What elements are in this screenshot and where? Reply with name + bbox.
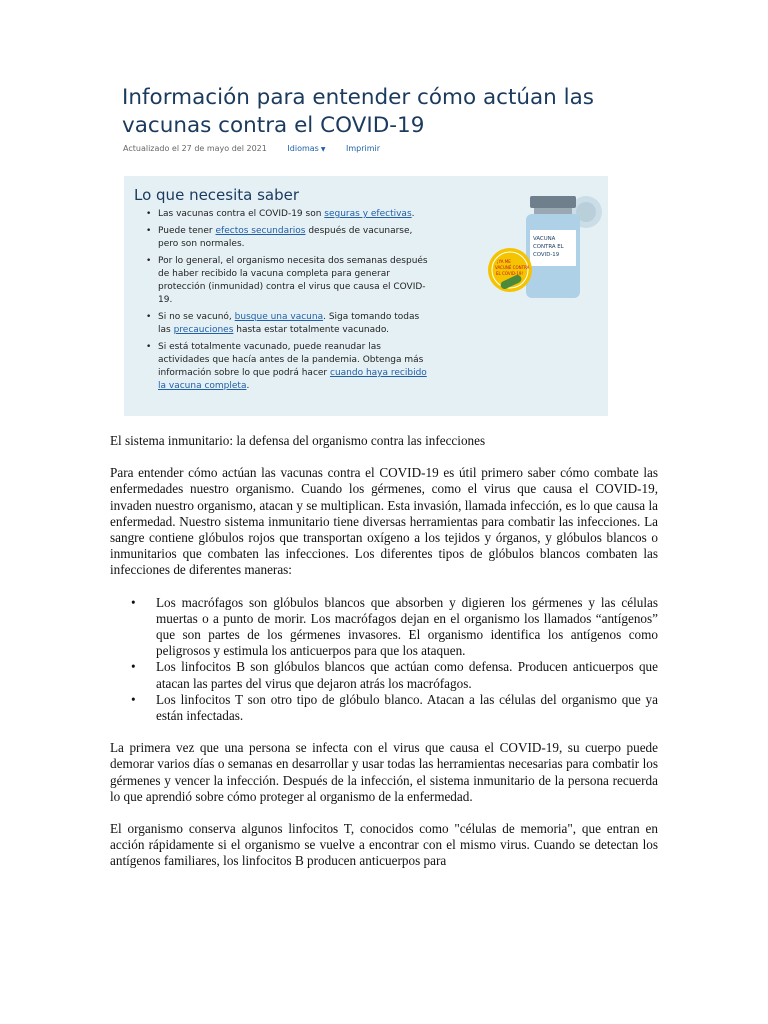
key-points-heading: Lo que necesita saber bbox=[134, 186, 300, 204]
white-cell-list bbox=[110, 595, 658, 725]
precautions-link[interactable]: precauciones bbox=[173, 325, 234, 335]
key-point-text: hasta estar totalmente vacunado. bbox=[233, 325, 390, 335]
cdc-page-title: Información para entender cómo actúan las vacunas contra el COVID-19 bbox=[122, 85, 594, 138]
key-points-box bbox=[124, 176, 608, 416]
paragraph-intro: Para entender cómo actúan las vacunas contra el COVID-19 es útil primero saber cómo combate las enfermedades nuestro organismo. Cuando los gérmenes, como el virus que causa el COVID-19, invaden nuestro organismo, atacan y se multiplican. Esta invasión, llamada infección, es lo que causa la enfermedad. Nuestro sistema inmunitario tiene diversas herramientas para combatir las infecciones. La sangre contiene glóbulos rojos que transportan oxígeno a los tejidos y órganos, y glóbulos blancos o inmunitarios que combaten las infecciones. Los diferentes tipos de glóbulos blancos combaten las infecciones de diferentes maneras: bbox=[110, 465, 658, 578]
vaccine-vial-illustration bbox=[446, 190, 606, 302]
key-point-text: . Siga tomando todas las bbox=[158, 312, 420, 335]
vial-label-line-1: VACUNA bbox=[533, 236, 556, 242]
paragraph-memory-cells: El organismo conserva algunos linfocitos T, conocidos como "células de memoria", que entran en acción rápidamente si el organismo se vuelve a encontrar con el mismo virus. Cuando se detectan los antígenos familiares, los linfocitos B producen anticuerpos para bbox=[110, 821, 658, 869]
list-item: • Los linfocitos B son glóbulos blancos que actúan como defensa. Producen anticuerpos que atacan las partes del virus que dejaron atrás los macrófagos. bbox=[156, 659, 658, 691]
key-point-text: después de vacunarse, pero son normales. bbox=[158, 226, 413, 249]
key-point-item bbox=[134, 341, 434, 393]
key-point-text: Por lo general, el organismo necesita dos semanas después de haber recibido la vacuna completa para generar protección (inmunidad) contra el virus que causa el COVID-19. bbox=[158, 256, 428, 305]
paragraph-first-infection: La primera vez que una persona se infecta con el virus que causa el COVID-19, su cuerpo puede demorar varios días o semanas en desarrollar y usar todas las herramientas necesarias para combatir los gérmenes y vencer la infección. Después de la infección, el sistema inmunitario de la persona recuerda lo que aprendió sobre cómo proteger al organismo de la enfermedad. bbox=[110, 740, 658, 804]
print-link[interactable]: Imprimir bbox=[346, 144, 381, 153]
caret-down-icon: ▼ bbox=[320, 146, 326, 153]
key-points-list bbox=[134, 208, 434, 397]
key-point-text: Puede tener bbox=[158, 226, 216, 236]
sticker-text-line-2: VACUNÉ CONTRA bbox=[495, 265, 530, 270]
key-point-item bbox=[134, 208, 434, 221]
key-point-text: . bbox=[411, 209, 415, 219]
key-point-text: . bbox=[246, 381, 250, 391]
key-point-text: Las vacunas contra el COVID-19 son bbox=[158, 209, 325, 219]
sticker-text-line-1: ¡YA ME bbox=[497, 259, 511, 264]
find-vaccine-link[interactable]: busque una vacuna bbox=[234, 312, 324, 322]
safe-effective-link[interactable]: seguras y efectivas bbox=[324, 209, 412, 219]
key-point-text: Si no se vacunó, bbox=[158, 312, 235, 322]
key-point-item bbox=[134, 311, 434, 337]
languages-label: Idiomas bbox=[287, 144, 319, 153]
fully-vaccinated-link[interactable]: cuando haya recibido la vacuna completa bbox=[158, 368, 427, 391]
list-item: • Los linfocitos T son otro tipo de glóbulo blanco. Atacan a las células del organismo que ya están infectadas. bbox=[156, 692, 658, 724]
vial-cap-icon bbox=[530, 196, 576, 208]
side-effects-link[interactable]: efectos secundarios bbox=[215, 226, 306, 236]
sticker-text-line-3: EL COVID-19! bbox=[496, 271, 524, 276]
list-item: • Los macrófagos son glóbulos blancos que absorben y digieren los gérmenes y las células muertas o a punto de morir. Los macrófagos dejan en el organismo los llamados “antígenos” que son partes de los gérmenes invasores. El organismo identifica los antígenos como peligrosos y estimula los anticuerpos para que los ataquen. bbox=[156, 595, 658, 660]
cdc-screenshot bbox=[108, 76, 614, 416]
document-body bbox=[110, 433, 658, 886]
key-point-item bbox=[134, 225, 434, 251]
section-heading: El sistema inmunitario: la defensa del organismo contra las infecciones bbox=[110, 433, 486, 448]
vial-label-line-2: CONTRA EL bbox=[533, 244, 564, 250]
vial-neck-icon bbox=[534, 208, 572, 214]
updated-date: Actualizado el 27 de mayo del 2021 bbox=[123, 144, 267, 153]
key-point-item bbox=[134, 255, 434, 307]
key-point-text: Si está totalmente vacunado, puede reanudar las actividades que hacía antes de la pandemia. Obtenga más información sobre lo que podrá hacer bbox=[158, 342, 424, 378]
cdc-meta-bar bbox=[123, 144, 380, 153]
languages-link[interactable] bbox=[287, 144, 325, 153]
vial-label-line-3: COVID-19 bbox=[533, 252, 560, 258]
